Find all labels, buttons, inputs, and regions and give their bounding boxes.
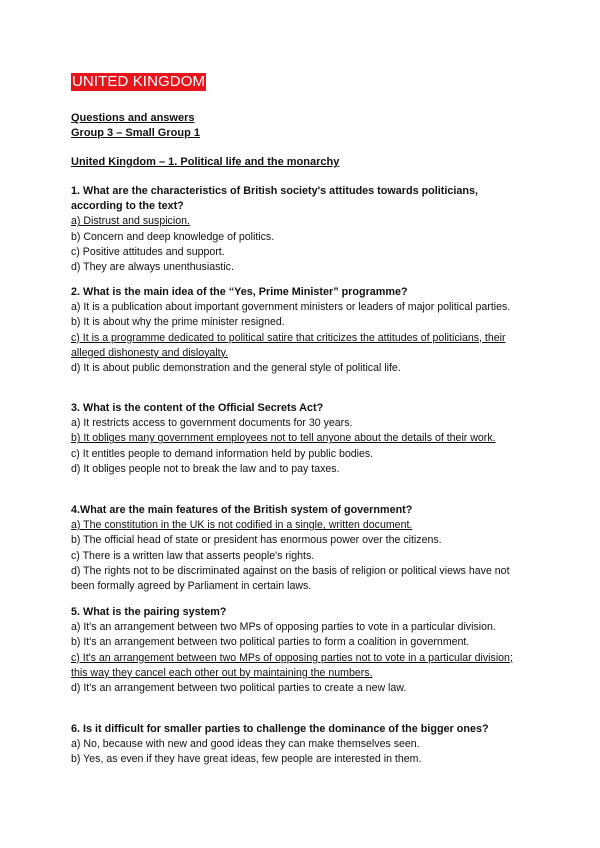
answer-option: c) It entitles people to demand information held by public bodies. bbox=[71, 447, 374, 460]
question-6 bbox=[71, 722, 521, 768]
answer-option: c) There is a written law that asserts people's rights. bbox=[71, 549, 315, 562]
answer-option: a) Distrust and suspicion. bbox=[71, 215, 190, 228]
answer-option: b) It obliges many government employees not to tell anyone about the details of their work. bbox=[71, 432, 496, 445]
answer-option: b) Yes, as even if they have great ideas, few people are interested in them. bbox=[71, 753, 422, 766]
section-heading: United Kingdom – 1. Political life and the monarchy bbox=[71, 156, 340, 168]
question-title: 2. What is the main idea of the “Yes, Prime Minister” programme? bbox=[71, 286, 408, 298]
subtitle-questions-answers: Questions and answers bbox=[71, 112, 195, 124]
answer-option: b) The official head of state or president has enormous power over the citizens. bbox=[71, 534, 442, 547]
question-title: 6. Is it difficult for smaller parties to challenge the dominance of the bigger ones? bbox=[71, 723, 489, 735]
document-title: UNITED KINGDOM bbox=[72, 73, 206, 90]
question-title: 3. What is the content of the Official Secrets Act? bbox=[71, 402, 324, 414]
question-title: 5. What is the pairing system? bbox=[71, 606, 227, 618]
question-title: 4.What are the main features of the British system of government? bbox=[71, 504, 413, 516]
answer-option: c) It's an arrangement between two MPs of opposing parties not to vote in a particular division; this way they cancel each other out by maintaining the numbers. bbox=[71, 651, 513, 679]
question-title: 1. What are the characteristics of British society's attitudes towards politicians, according to the text? bbox=[71, 185, 478, 213]
subtitle-group: Group 3 – Small Group 1 bbox=[71, 127, 200, 139]
answer-option: b) Concern and deep knowledge of politics. bbox=[71, 230, 275, 243]
answer-option: c) It is a programme dedicated to political satire that criticizes the attitudes of politicians, their alleged dishonesty and disloyalty. bbox=[71, 331, 506, 359]
answer-option: a) No, because with new and good ideas they can make themselves seen. bbox=[71, 738, 420, 751]
question-3 bbox=[71, 401, 521, 477]
question-4 bbox=[71, 503, 521, 594]
question-2 bbox=[71, 285, 521, 376]
answer-option: a) It is a publication about important government ministers or leaders of major political parties. bbox=[71, 301, 511, 314]
answer-option: a) It's an arrangement between two MPs of opposing parties to vote in a particular division. bbox=[71, 621, 496, 634]
answer-option: c) Positive attitudes and support. bbox=[71, 245, 225, 258]
answer-option: a) The constitution in the UK is not codified in a single, written document. bbox=[71, 519, 413, 532]
answer-option: d) It obliges people not to break the law and to pay taxes. bbox=[71, 462, 340, 475]
answer-option: d) It's an arrangement between two political parties to create a new law. bbox=[71, 682, 407, 695]
answer-option: b) It is about why the prime minister resigned. bbox=[71, 316, 285, 329]
answer-option: d) The rights not to be discriminated against on the basis of religion or political views have not been formally agreed by Parliament in certain laws. bbox=[71, 564, 510, 593]
question-1 bbox=[71, 184, 521, 275]
answer-option: b) It's an arrangement between two political parties to form a coalition in government. bbox=[71, 636, 470, 649]
answer-option: a) It restricts access to government documents for 30 years. bbox=[71, 417, 353, 430]
answer-option: d) It is about public demonstration and the general style of political life. bbox=[71, 362, 401, 375]
question-5 bbox=[71, 605, 521, 696]
answer-option: d) They are always unenthusiastic. bbox=[71, 261, 234, 274]
